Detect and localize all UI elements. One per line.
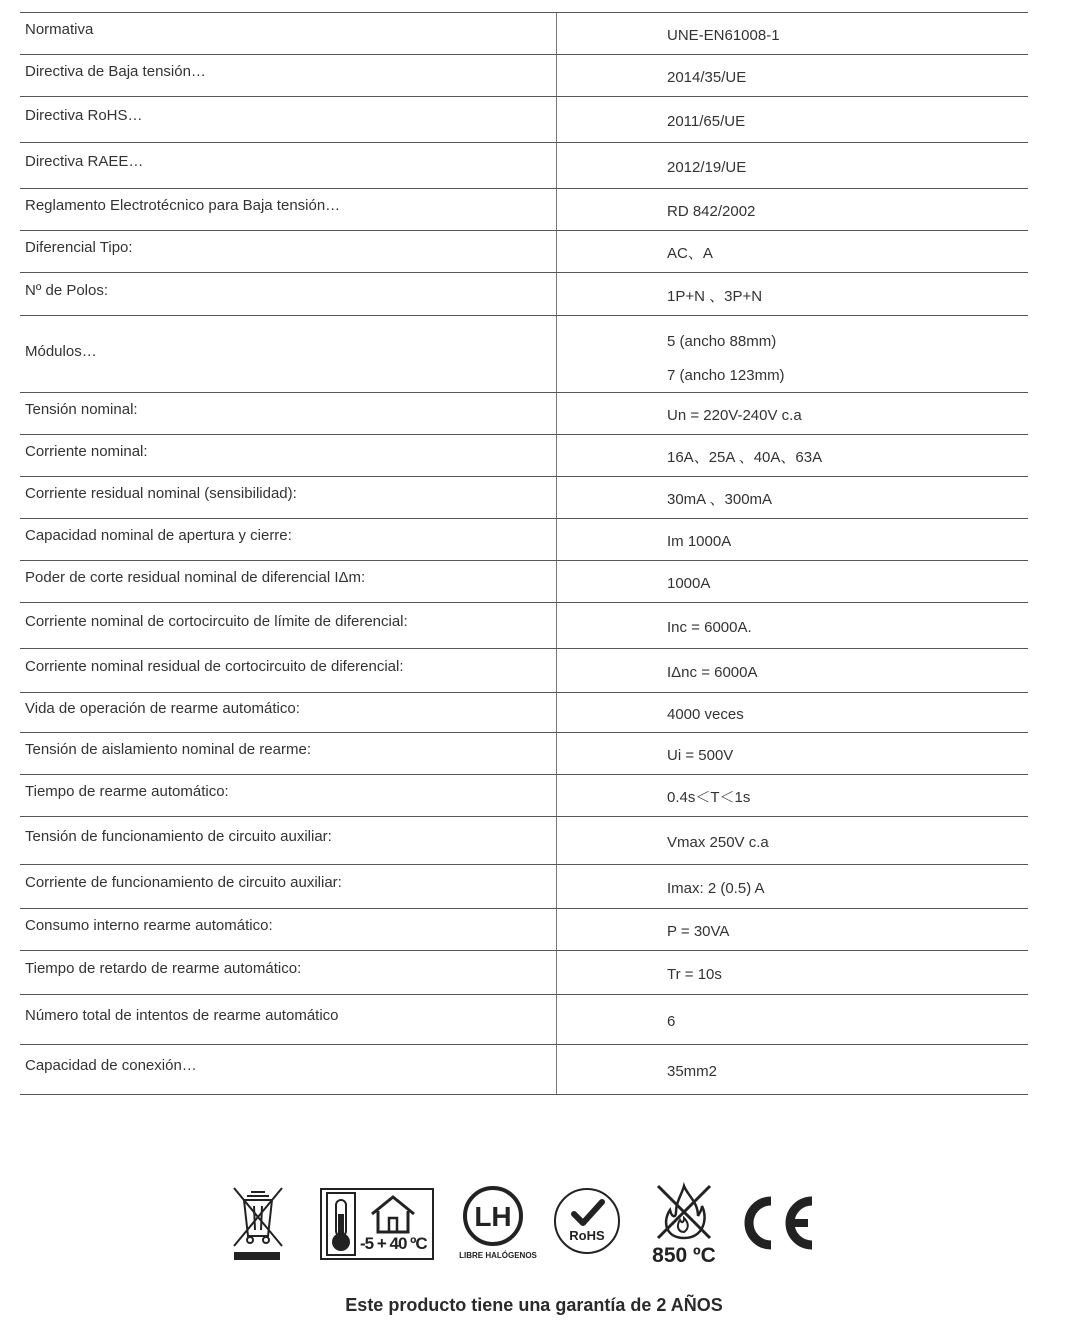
spec-row: [20, 316, 1028, 393]
spec-label: Tensión de funcionamiento de circuito auxiliar:: [25, 828, 332, 845]
spec-value: UNE-EN61008-1: [667, 27, 780, 44]
spec-value: 2011/65/UE: [667, 113, 746, 130]
spec-row: [20, 693, 1028, 733]
spec-value: RD 842/2002: [667, 203, 756, 220]
spec-value: Im 1000A: [667, 533, 732, 550]
spec-row: [20, 733, 1028, 775]
column-divider: [556, 603, 557, 648]
column-divider: [556, 435, 557, 476]
column-divider: [556, 393, 557, 434]
spec-value: 2012/19/UE: [667, 159, 747, 176]
lh-circle-icon: [463, 1186, 523, 1246]
spec-label: Consumo interno rearme automático:: [25, 917, 273, 934]
spec-row: [20, 143, 1028, 189]
rohs-check-badge: [554, 1188, 620, 1254]
spec-label: Corriente nominal de cortocircuito de límite de diferencial:: [25, 613, 408, 630]
spec-row: [20, 231, 1028, 273]
spec-row: [20, 995, 1028, 1045]
spec-value: 35mm2: [667, 1063, 718, 1080]
column-divider: [556, 733, 557, 774]
lh-halogen-free-badge: [458, 1186, 538, 1262]
checkmark-icon: [570, 1198, 606, 1228]
column-divider: [556, 97, 557, 142]
house-icon: [368, 1194, 418, 1234]
spec-value: 2014/35/UE: [667, 69, 747, 86]
spec-label: Tiempo de rearme automático:: [25, 783, 229, 800]
spec-row: [20, 393, 1028, 435]
flame-850-badge: [646, 1182, 722, 1272]
spec-label: Directiva RAEE…: [25, 153, 144, 170]
column-divider: [556, 55, 557, 96]
column-divider: [556, 995, 557, 1044]
spec-label: Corriente nominal residual de cortocircuito de diferencial:: [25, 658, 404, 675]
column-divider: [556, 817, 557, 864]
spec-label: Reglamento Electrotécnico para Baja tensión…: [25, 197, 341, 214]
spec-row: [20, 603, 1028, 649]
spec-value: Imax: 2 (0.5) A: [667, 880, 765, 897]
column-divider: [556, 231, 557, 272]
spec-label: Capacidad de conexión…: [25, 1057, 197, 1074]
spec-value: 1P+N 、3P+N: [667, 288, 763, 305]
column-divider: [556, 1045, 557, 1094]
spec-value: 16A、25A 、40A、63A: [667, 449, 823, 466]
column-divider: [556, 143, 557, 188]
spec-label: Tiempo de retardo de rearme automático:: [25, 960, 302, 977]
column-divider: [556, 775, 557, 816]
thermometer-icon: [324, 1192, 358, 1258]
spec-row: [20, 909, 1028, 951]
spec-value: AC、A: [667, 245, 713, 262]
crossed-flame-icon: [652, 1182, 716, 1242]
temperature-range-badge: [320, 1188, 434, 1260]
spec-value: Inc = 6000A.: [667, 619, 752, 636]
spec-row: [20, 55, 1028, 97]
spec-value: 4000 veces: [667, 706, 744, 723]
lh-letters: LH: [474, 1201, 512, 1232]
ce-mark-icon: [738, 1192, 818, 1254]
spec-row: [20, 97, 1028, 143]
spec-label: Directiva RoHS…: [25, 107, 143, 124]
spec-row: [20, 1045, 1028, 1095]
spec-value: 0.4s＜T＜1s: [667, 789, 751, 806]
guarantee-text: Este producto tiene una garantía de 2 AÑOS: [345, 1295, 723, 1315]
spec-row: [20, 817, 1028, 865]
spec-label: Capacidad nominal de apertura y cierre:: [25, 527, 292, 544]
temperature-range-text: -5 + 40 ºC: [360, 1234, 427, 1253]
spec-value: P = 30VA: [667, 923, 730, 940]
spec-value: Ui = 500V: [667, 747, 734, 764]
spec-row: [20, 273, 1028, 316]
column-divider: [556, 951, 557, 994]
spec-value: 7 (ancho 123mm): [667, 367, 785, 384]
column-divider: [556, 909, 557, 950]
spec-row: [20, 435, 1028, 477]
column-divider: [556, 189, 557, 230]
spec-label: Nº de Polos:: [25, 282, 109, 299]
column-divider: [556, 519, 557, 560]
spec-table: [20, 12, 1028, 1095]
weee-bin-icon: [230, 1186, 286, 1262]
column-divider: [556, 477, 557, 518]
column-divider: [556, 273, 557, 315]
column-divider: [556, 865, 557, 908]
spec-row: [20, 477, 1028, 519]
spec-label: Tensión de aislamiento nominal de rearme:: [25, 741, 311, 758]
spec-label: Tensión nominal:: [25, 401, 138, 418]
spec-value: 30mA 、300mA: [667, 491, 773, 508]
spec-row: [20, 865, 1028, 909]
column-divider: [556, 561, 557, 602]
column-divider: [556, 316, 557, 392]
spec-value: Tr = 10s: [667, 966, 722, 983]
spec-label: Corriente residual nominal (sensibilidad):: [25, 485, 297, 502]
spec-label: Corriente de funcionamiento de circuito auxiliar:: [25, 874, 342, 891]
column-divider: [556, 693, 557, 732]
spec-row: [20, 775, 1028, 817]
fire-temperature-text: 850 ºC: [652, 1244, 716, 1267]
spec-value: Vmax 250V c.a: [667, 834, 769, 851]
spec-row: [20, 189, 1028, 231]
spec-row: [20, 951, 1028, 995]
spec-label: Número total de intentos de rearme automático: [25, 1007, 339, 1024]
spec-label: Directiva de Baja tensión…: [25, 63, 206, 80]
spec-value: IΔnc = 6000A: [667, 664, 758, 681]
spec-label: Diferencial Tipo:: [25, 239, 133, 256]
spec-row: [20, 13, 1028, 55]
spec-label: Módulos…: [25, 343, 97, 360]
spec-row: [20, 561, 1028, 603]
spec-value: Un = 220V-240V c.a: [667, 407, 802, 424]
column-divider: [556, 649, 557, 692]
spec-row: [20, 519, 1028, 561]
spec-label: Normativa: [25, 21, 94, 38]
lh-caption: LIBRE HALÓGENOS: [459, 1251, 537, 1260]
column-divider: [556, 13, 557, 54]
rohs-text: RoHS: [569, 1228, 605, 1243]
spec-value: 5 (ancho 88mm): [667, 333, 777, 350]
spec-value: 6: [667, 1013, 676, 1030]
spec-row: [20, 649, 1028, 693]
spec-label: Vida de operación de rearme automático:: [25, 700, 300, 717]
spec-value: 1000A: [667, 575, 711, 592]
spec-label: Corriente nominal:: [25, 443, 148, 460]
spec-label: Poder de corte residual nominal de diferencial IΔm:: [25, 569, 366, 586]
